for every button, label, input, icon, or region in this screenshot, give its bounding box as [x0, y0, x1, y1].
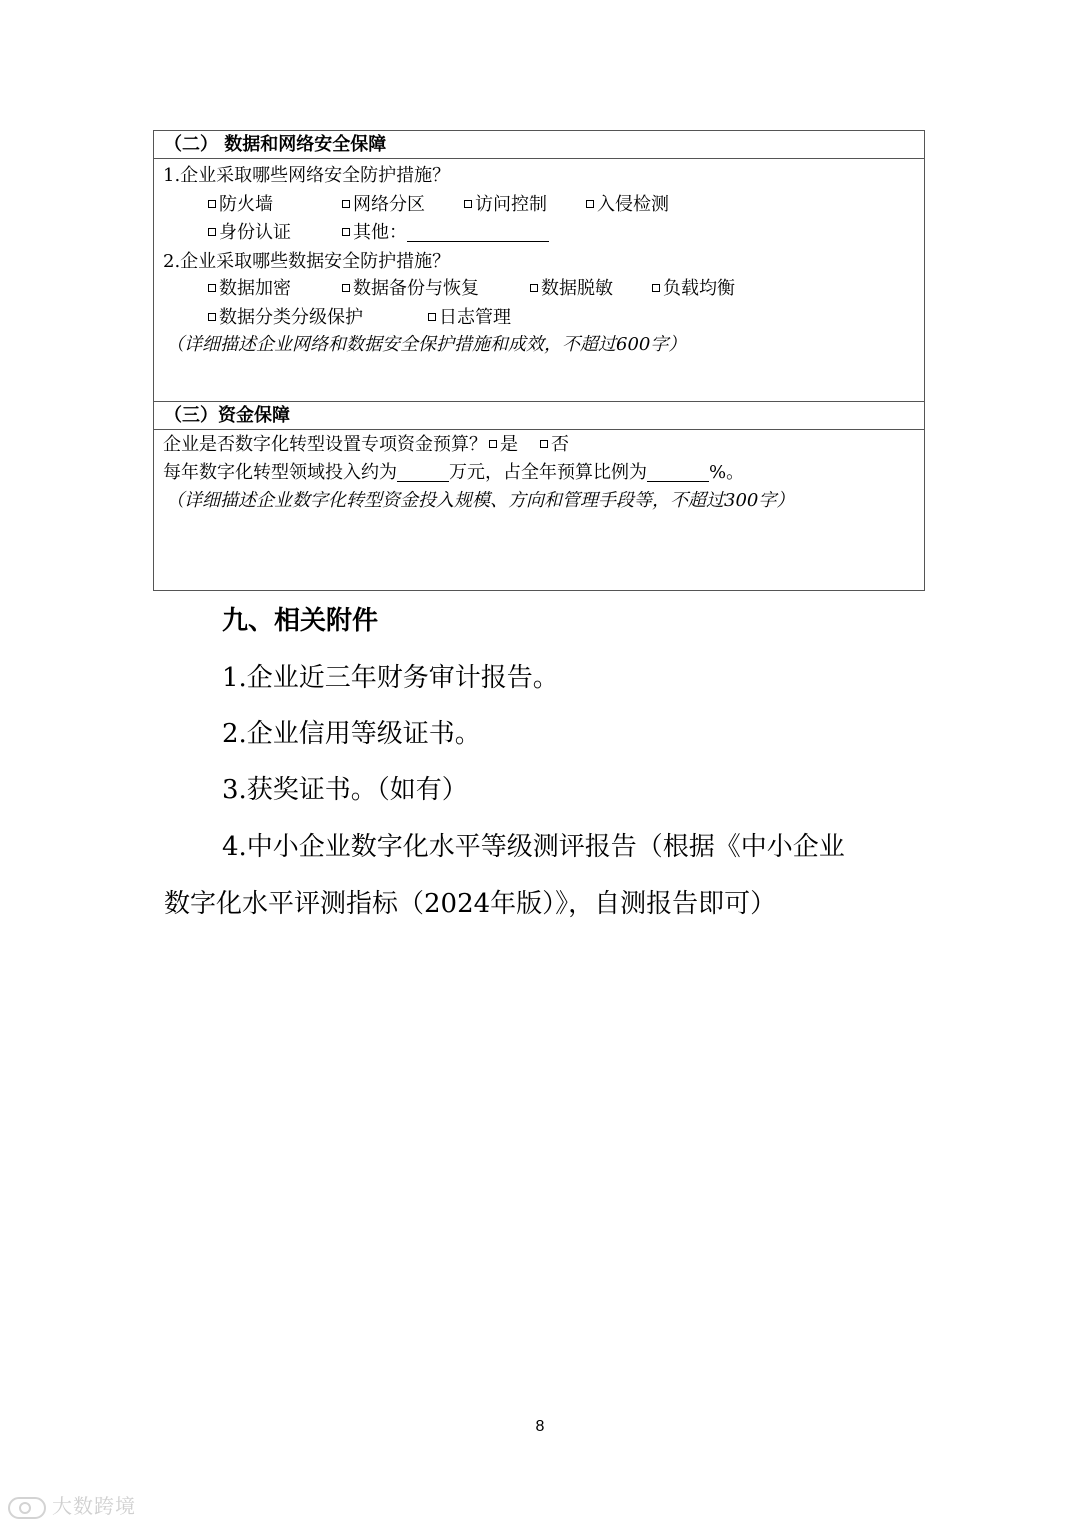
checkbox-icon	[428, 313, 436, 321]
checkbox-icon	[208, 284, 216, 292]
attachment-item: 3.获奖证书。（如有）	[222, 775, 468, 805]
funding-hint: （详细描述企业数字化转型资金投入规模、方向和管理手段等，不超过300字）	[166, 490, 795, 511]
checkbox-icon	[208, 313, 216, 321]
attachment-item: 4.中小企业数字化水平等级测评报告（根据《中小企业	[222, 832, 845, 862]
checkbox-access-control[interactable]: 访问控制	[464, 192, 547, 218]
watermark: 大数跨境	[8, 1490, 136, 1519]
section-body-funding	[154, 430, 924, 590]
attachment-item: 1.企业近三年财务审计报告。	[222, 663, 559, 693]
investment-amount-field[interactable]	[397, 461, 449, 482]
checkbox-icon	[586, 200, 594, 208]
form-table	[153, 130, 925, 591]
checkbox-icon	[342, 228, 350, 236]
checkbox-load-balancing[interactable]: 负载均衡	[652, 276, 735, 302]
section-title-funding: （三）资金保障	[154, 402, 924, 430]
option-yes[interactable]: 是	[500, 434, 518, 455]
checkbox-data-classification[interactable]: 数据分类分级保护	[208, 305, 363, 331]
checkbox-icon	[208, 200, 216, 208]
attachments-heading: 九、相关附件	[222, 606, 379, 636]
checkbox-icon	[464, 200, 472, 208]
checkbox-icon[interactable]	[489, 440, 497, 448]
page-number: 8	[535, 1418, 545, 1435]
checkbox-log-management[interactable]: 日志管理	[428, 305, 511, 331]
checkbox-intrusion-detection[interactable]: 入侵检测	[586, 192, 669, 218]
checkbox-identity-auth[interactable]: 身份认证	[208, 220, 291, 246]
attachment-item: 2.企业信用等级证书。	[222, 719, 481, 749]
section-title-security: （二） 数据和网络安全保障	[154, 131, 924, 159]
budget-ratio-field[interactable]	[647, 461, 709, 482]
other-blank-field[interactable]	[407, 221, 549, 242]
watermark-logo-icon	[8, 1497, 46, 1519]
security-hint: （详细描述企业网络和数据安全保护措施和成效，不超过600字）	[166, 334, 687, 355]
question-budget: 企业是否数字化转型设置专项资金预算？ 是 否	[163, 434, 569, 455]
checkbox-icon	[530, 284, 538, 292]
checkbox-icon[interactable]	[540, 440, 548, 448]
option-no[interactable]: 否	[551, 434, 569, 455]
checkbox-data-backup[interactable]: 数据备份与恢复	[342, 276, 479, 302]
section-body-security	[154, 159, 924, 402]
checkbox-data-masking[interactable]: 数据脱敏	[530, 276, 613, 302]
checkbox-firewall[interactable]: 防火墙	[208, 192, 273, 218]
checkbox-other[interactable]: 其他：	[342, 220, 549, 246]
checkbox-icon	[652, 284, 660, 292]
attachment-item-continued: 数字化水平评测指标（2024年版）》，自测报告即可）	[164, 889, 777, 919]
checkbox-icon	[208, 228, 216, 236]
question-data-security: 2.企业采取哪些数据安全防护措施？	[163, 251, 451, 272]
question-network-security: 1.企业采取哪些网络安全防护措施？	[163, 165, 451, 186]
checkbox-icon	[342, 200, 350, 208]
checkbox-icon	[342, 284, 350, 292]
checkbox-network-zoning[interactable]: 网络分区	[342, 192, 425, 218]
checkbox-data-encryption[interactable]: 数据加密	[208, 276, 291, 302]
investment-line: 每年数字化转型领域投入约为 万元，占全年预算比例为 %。	[163, 462, 745, 483]
